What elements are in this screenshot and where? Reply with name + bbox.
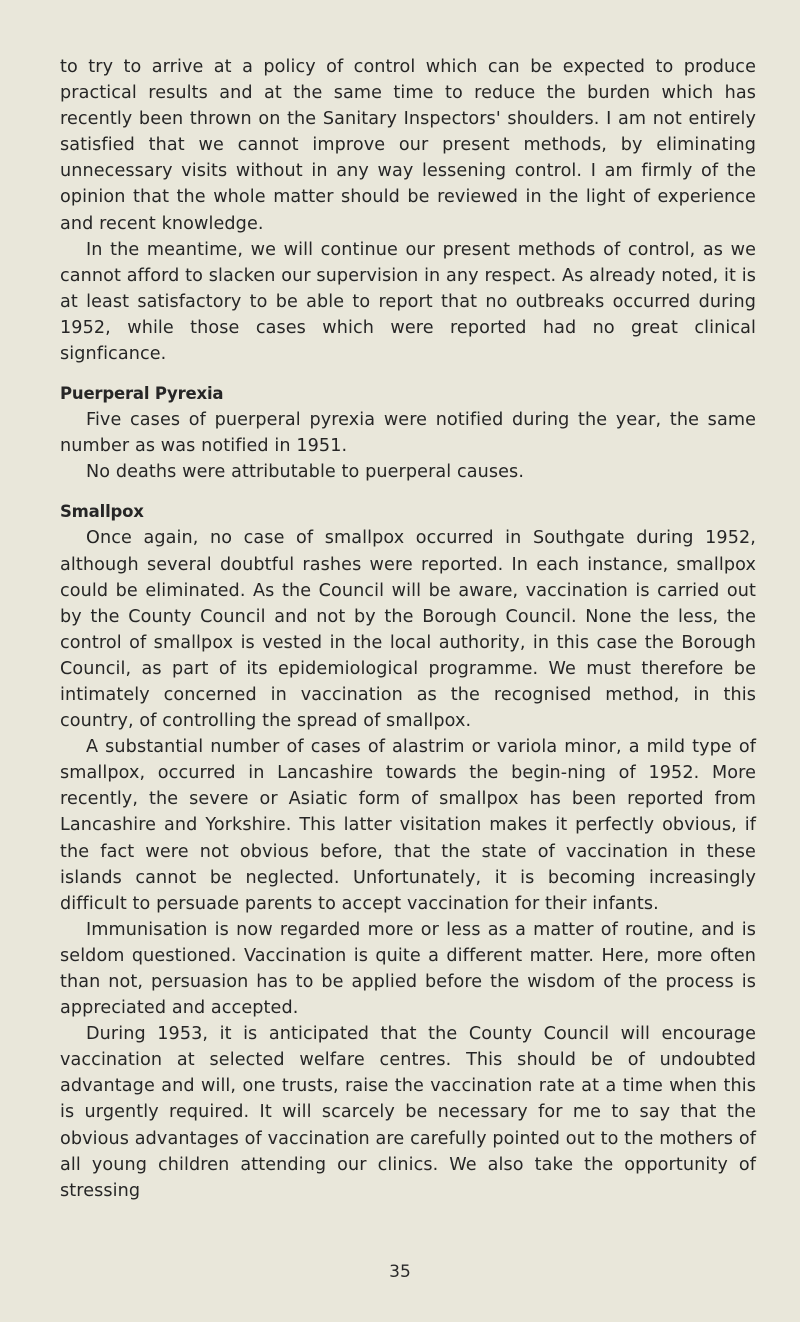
smallpox-paragraph-3: Immunisation is now regarded more or less as a matter of routine, and is seldom questioned. Vaccination is quite a different matter. Here, more often than not, persuasion has to be applied before the wisdom of the process is appreciated and accepted. — [60, 919, 756, 1019]
puerperal-paragraph-2: No deaths were attributable to puerperal causes. — [86, 462, 525, 483]
smallpox-paragraph-1: Once again, no case of smallpox occurred in Southgate during 1952, although several doubtful rashes were reported. In each instance, smallpox could be eliminated. As the Council will be aware, vaccination is carried out by the County Council and not by the Borough Council. None the less, the control of smallpox is vested in the local authority, in this case the Borough Council, as part of its epidemiological programme. We must therefore be intimately concerned in vaccination as the recognised method, in this country, of controlling the spread of smallpox. — [60, 528, 756, 732]
page-body — [60, 54, 756, 1204]
puerperal-heading: Puerperal Pyrexia — [60, 384, 224, 404]
page-number: 35 — [389, 1262, 411, 1282]
intro-paragraph-1: to try to arrive at a policy of control which can be expected to produce practical results and at the same time to reduce the burden which has recently been thrown on the Sanitary Inspectors' shoulders. I am not entirely satisfied that we cannot improve our present methods, by eliminating unnecessary visits without in any way lessening control. I am firmly of the opinion that the whole matter should be reviewed in the light of experience and recent knowledge. — [60, 57, 756, 234]
intro-paragraph-2: In the meantime, we will continue our present methods of control, as we cannot afford to slacken our supervision in any respect. As already noted, it is at least satisfactory to be able to report that no outbreaks occurred during 1952, while those cases which were reported had no great clinical signficance. — [60, 239, 756, 365]
puerperal-paragraph-1: Five cases of puerperal pyrexia were notified during the year, the same number as was notified in 1951. — [60, 410, 756, 457]
smallpox-heading: Smallpox — [60, 502, 144, 522]
puerperal-section — [60, 381, 756, 485]
smallpox-paragraph-2: A substantial number of cases of alastrim or variola minor, a mild type of smallpox, occurred in Lancashire towards the begin-ning of 1952. More recently, the severe or Asiatic form of smallpox has been reported from Lancashire and Yorkshire. This latter visitation makes it perfectly obvious, if the fact were not obvious before, that the state of vaccination in these islands cannot be neglected. Unfortunately, it is becoming increasingly difficult to persuade parents to accept vaccination for their infants. — [60, 737, 756, 914]
smallpox-paragraph-4: During 1953, it is anticipated that the County Council will encourage vaccination at selected welfare centres. This should be of undoubted advantage and will, one trusts, raise the vaccination rate at a time when this is urgently required. It will scarcely be necessary for me to say that the obvious advantages of vaccination are carefully pointed out to the mothers of all young children attending our clinics. We also take the opportunity of stressing — [60, 1024, 756, 1201]
smallpox-section — [60, 499, 756, 1203]
